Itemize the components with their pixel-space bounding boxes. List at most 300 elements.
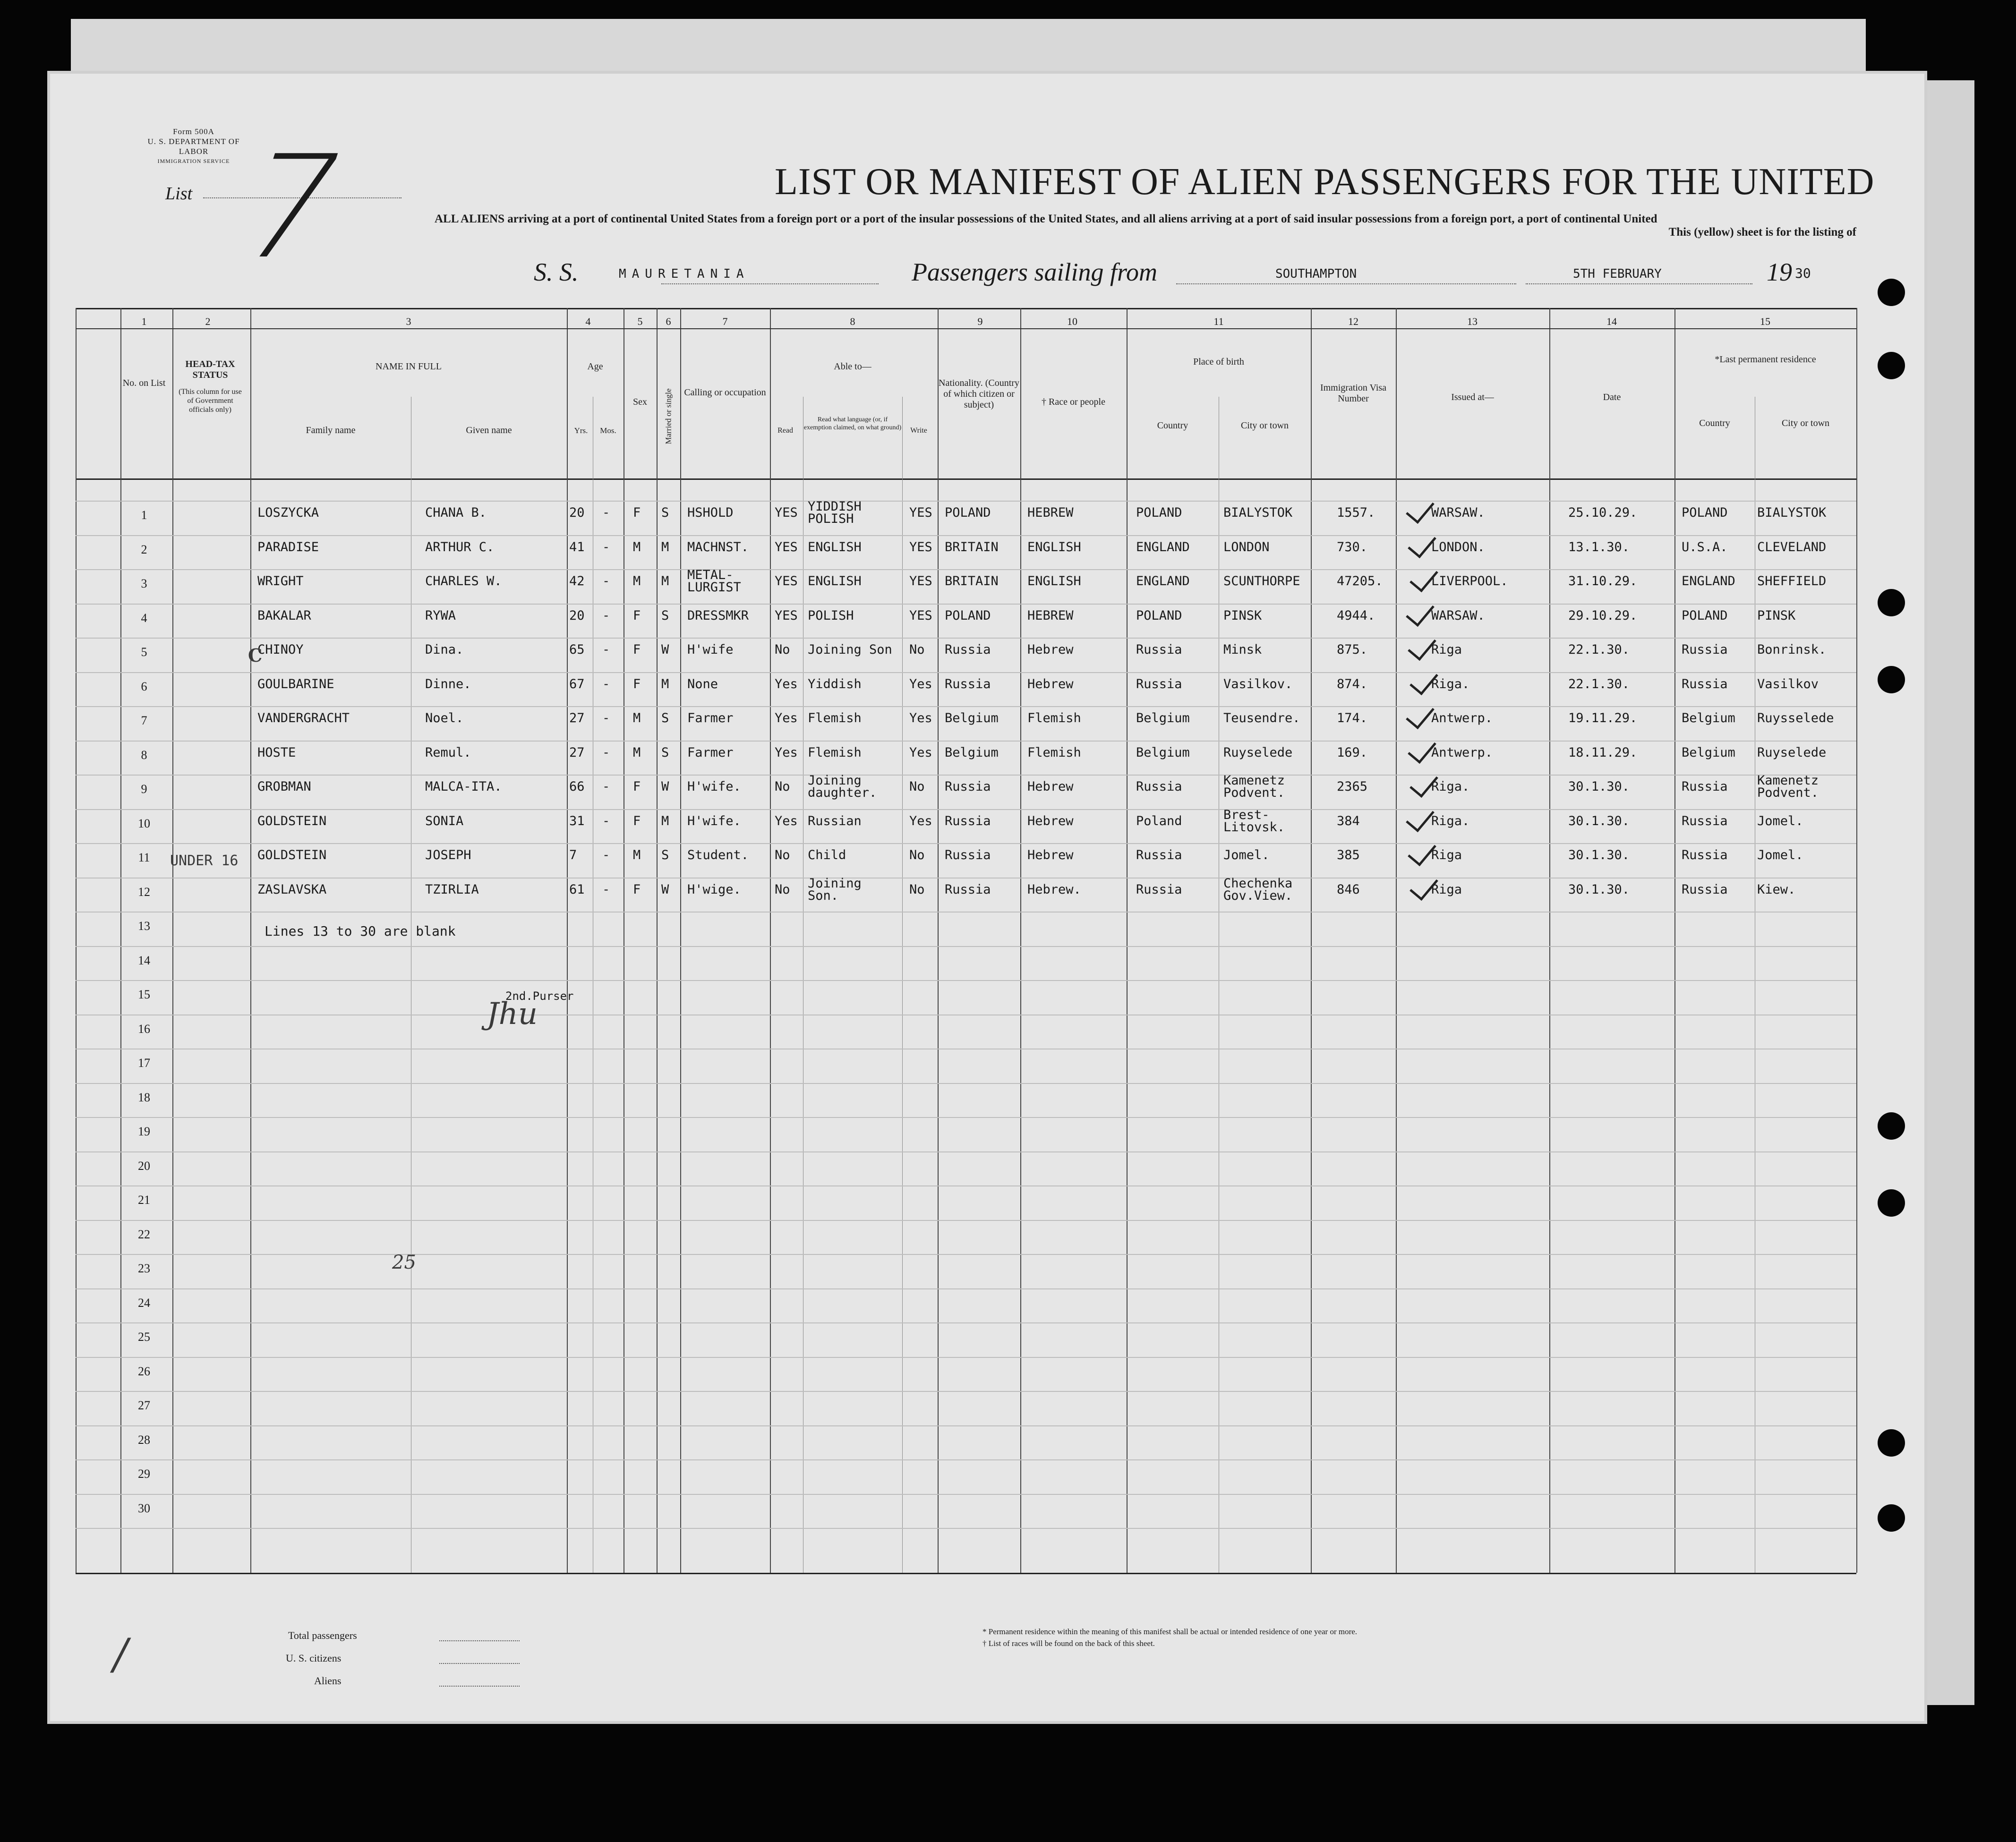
- birth-country: POLAND: [1136, 505, 1182, 520]
- given-name: Dinne.: [425, 676, 471, 691]
- marital-status: S: [661, 848, 669, 862]
- visa-number: 874.: [1337, 676, 1368, 691]
- marital-status: W: [661, 642, 669, 657]
- column-rule: [1311, 308, 1312, 1573]
- column-number: 2: [205, 316, 211, 327]
- age-years: 65: [569, 642, 585, 657]
- residence-country: Russia: [1682, 813, 1728, 828]
- occupation: HSHOLD: [687, 505, 734, 520]
- column-number: 3: [406, 316, 411, 327]
- row-rule: [76, 569, 1856, 570]
- residence-country: Belgium: [1682, 745, 1735, 760]
- birth-country: Belgium: [1136, 745, 1190, 760]
- sex: F: [633, 608, 641, 623]
- age-months: -: [602, 779, 610, 794]
- instruction-line-2: This (yellow) sheet is for the listing of: [1668, 226, 1856, 239]
- visa-number: 730.: [1337, 539, 1368, 554]
- given-name: TZIRLIA: [425, 882, 479, 897]
- column-number: 5: [637, 316, 643, 327]
- marital-status: W: [661, 882, 669, 897]
- column-rule: [567, 308, 568, 1573]
- column-rule: [120, 308, 121, 1573]
- issue-date: 30.1.30.: [1568, 779, 1630, 794]
- row-number: 24: [138, 1296, 150, 1310]
- issued-at: Riga: [1431, 848, 1462, 862]
- nationality: Russia: [945, 676, 991, 691]
- row-rule: [76, 775, 1856, 776]
- issued-at: WARSAW.: [1431, 505, 1485, 520]
- visa-number: 4944.: [1337, 608, 1375, 623]
- row-number: 6: [141, 679, 147, 693]
- column-rule: [657, 308, 658, 1573]
- us-citizens-label: U. S. citizens: [286, 1652, 342, 1664]
- residence-city: Bonrinsk.: [1757, 642, 1827, 657]
- occupation: None: [687, 676, 718, 691]
- visa-number: 846: [1337, 882, 1360, 897]
- residence-country: ENGLAND: [1682, 574, 1735, 588]
- hdr-calling: Calling or occupation: [684, 387, 766, 398]
- given-name: RYWA: [425, 608, 456, 623]
- row-number: 4: [141, 611, 147, 625]
- column-rule: [1856, 308, 1857, 1573]
- sex: F: [633, 676, 641, 691]
- residence-city: Ruysselede: [1757, 711, 1834, 725]
- hdr-age: Age: [587, 361, 603, 372]
- residence-country: U.S.A.: [1682, 539, 1728, 554]
- residence-city: Jomel.: [1757, 813, 1803, 828]
- row-rule: [76, 535, 1856, 536]
- purser-note: 2nd.Purser: [505, 989, 574, 1003]
- ship-line: [661, 283, 879, 284]
- issue-date: 18.11.29.: [1568, 745, 1638, 760]
- row-number: 12: [138, 885, 150, 899]
- hdr-issued-at: Issued at—: [1451, 392, 1494, 402]
- instruction-line-1: ALL ALIENS arriving at a port of continental United States from a foreign port or a port of the insular possessions of the United States, and all aliens arriving at a port of said insular possessions from a foreign port, a port of continental United: [435, 213, 1657, 225]
- able-to-write: Yes: [909, 745, 932, 760]
- age-years: 27: [569, 745, 585, 760]
- column-number: 7: [722, 316, 728, 327]
- marital-status: M: [661, 813, 669, 828]
- occupation: H'wige.: [687, 882, 741, 897]
- able-to-write: No: [909, 848, 925, 862]
- page-title: LIST OR MANIFEST OF ALIEN PASSENGERS FOR THE UNITED: [775, 161, 1875, 203]
- column-number: 11: [1213, 316, 1224, 327]
- margin-number: 25: [392, 1252, 416, 1273]
- age-months: -: [602, 574, 610, 588]
- hdr-name-in-full: NAME IN FULL: [376, 361, 442, 372]
- sex: M: [633, 745, 641, 760]
- issue-date: 31.10.29.: [1568, 574, 1638, 588]
- row-rule: [76, 843, 1856, 844]
- age-months: -: [602, 676, 610, 691]
- birth-country: ENGLAND: [1136, 574, 1190, 588]
- birth-country: Belgium: [1136, 711, 1190, 725]
- hdr-head-tax-note: (This column for use of Government officials only): [179, 388, 242, 414]
- given-name: Dina.: [425, 642, 464, 657]
- row-number: 21: [138, 1193, 150, 1207]
- hdr-read-language: Read what language (or, if exemption claimed, on what ground): [803, 416, 902, 431]
- issue-date: 30.1.30.: [1568, 848, 1630, 862]
- year-prefix: 19: [1767, 258, 1792, 286]
- nationality: Belgium: [945, 711, 999, 725]
- date-line: [1526, 283, 1752, 284]
- under-16-stamp: UNDER 16: [170, 853, 239, 869]
- given-name: Noel.: [425, 711, 464, 725]
- hdr-date: Date: [1603, 392, 1621, 402]
- read-language: Flemish: [808, 711, 862, 725]
- row-rule: [76, 1151, 1856, 1152]
- residence-city: PINSK: [1757, 608, 1796, 623]
- row-rule: [76, 1391, 1856, 1392]
- row-rule: [76, 1185, 1856, 1186]
- footnote-races: † List of races will be found on the back of this sheet.: [982, 1639, 1155, 1648]
- blank-lines-note: Lines 13 to 30 are blank: [265, 923, 456, 939]
- race: Hebrew: [1027, 813, 1074, 828]
- marital-status: M: [661, 539, 669, 554]
- marital-status: S: [661, 711, 669, 725]
- age-years: 27: [569, 711, 585, 725]
- row-rule: [76, 706, 1856, 707]
- column-rule: [938, 308, 939, 1573]
- hdr-family-name: Family name: [306, 425, 356, 435]
- birth-country: POLAND: [1136, 608, 1182, 623]
- nationality: BRITAIN: [945, 539, 999, 554]
- able-to-read: YES: [775, 505, 798, 520]
- row-number: 1: [141, 508, 147, 522]
- age-months: -: [602, 711, 610, 725]
- punch-hole: [1878, 1504, 1905, 1532]
- nationality: Russia: [945, 848, 991, 862]
- hdr-place-of-birth: Place of birth: [1193, 357, 1244, 367]
- row-rule: [76, 1357, 1856, 1358]
- visa-number: 2365: [1337, 779, 1368, 794]
- row-number: 22: [138, 1227, 150, 1241]
- hdr-birth-city: City or town: [1240, 420, 1289, 431]
- list-label: List: [165, 184, 193, 204]
- column-rule: [172, 308, 173, 1573]
- row-rule: [76, 741, 1856, 742]
- residence-country: Russia: [1682, 676, 1728, 691]
- family-name: CHINOY: [257, 642, 304, 657]
- given-name: CHANA B.: [425, 505, 487, 520]
- column-rule: [1396, 308, 1397, 1573]
- given-name: MALCA-ITA.: [425, 779, 502, 794]
- column-rule: [1674, 308, 1675, 1573]
- age-months: -: [602, 505, 610, 520]
- marital-status: S: [661, 745, 669, 760]
- row-number: 2: [141, 542, 147, 556]
- punch-hole: [1878, 1112, 1905, 1140]
- row-rule: [76, 604, 1856, 605]
- row-rule: [76, 1322, 1856, 1323]
- sex: F: [633, 882, 641, 897]
- able-to-read: Yes: [775, 676, 798, 691]
- purser-signature: Jhu: [487, 997, 538, 1032]
- hdr-head-tax: HEAD-TAX STATUS: [185, 359, 235, 380]
- occupation: Farmer: [687, 711, 734, 725]
- age-months: -: [602, 608, 610, 623]
- issued-at: Riga.: [1431, 779, 1470, 794]
- able-to-read: No: [775, 848, 790, 862]
- hdr-sex: Sex: [633, 397, 647, 407]
- residence-country: Russia: [1682, 642, 1728, 657]
- residence-city: Jomel.: [1757, 848, 1803, 862]
- issue-date: 22.1.30.: [1568, 642, 1630, 657]
- nationality: BRITAIN: [945, 574, 999, 588]
- birth-city: SCUNTHORPE: [1223, 574, 1300, 588]
- row-number: 23: [138, 1262, 150, 1275]
- birth-city: Chechenka Gov.View.: [1223, 876, 1293, 903]
- birth-country: Russia: [1136, 676, 1182, 691]
- punch-hole: [1878, 1189, 1905, 1217]
- column-rule: [1549, 308, 1550, 1573]
- row-number: 5: [141, 645, 147, 659]
- occupation: Farmer: [687, 745, 734, 760]
- birth-city: Teusendre.: [1223, 711, 1300, 725]
- column-rule: [680, 308, 681, 1573]
- visa-number: 385: [1337, 848, 1360, 862]
- able-to-read: No: [775, 642, 790, 657]
- column-rule: [902, 397, 903, 1573]
- read-language: Joining Son.: [808, 876, 862, 903]
- race: Flemish: [1027, 745, 1081, 760]
- row-rule: [76, 1117, 1856, 1118]
- able-to-write: Yes: [909, 813, 932, 828]
- hdr-no-on-list: No. on List: [122, 378, 166, 388]
- row-rule: [76, 1083, 1856, 1084]
- birth-city: LONDON: [1223, 539, 1270, 554]
- occupation: DRESSMKR: [687, 608, 749, 623]
- issued-at: Riga: [1431, 642, 1462, 657]
- issued-at: Antwerp.: [1431, 711, 1493, 725]
- column-rule: [250, 308, 251, 1573]
- issued-at: LIVERPOOL.: [1431, 574, 1508, 588]
- occupation: H'wife.: [687, 813, 741, 828]
- nationality: POLAND: [945, 505, 991, 520]
- given-name: Remul.: [425, 745, 471, 760]
- able-to-read: YES: [775, 608, 798, 623]
- age-months: -: [602, 882, 610, 897]
- issued-at: Riga.: [1431, 676, 1470, 691]
- sex: F: [633, 505, 641, 520]
- residence-country: Belgium: [1682, 711, 1735, 725]
- row-number: 19: [138, 1125, 150, 1138]
- age-months: -: [602, 813, 610, 828]
- visa-number: 384: [1337, 813, 1360, 828]
- read-language: POLISH: [808, 608, 854, 623]
- age-months: -: [602, 539, 610, 554]
- row-rule: [76, 501, 1856, 502]
- occupation: MACHNST.: [687, 539, 749, 554]
- occupation: H'wife.: [687, 779, 741, 794]
- column-rule: [76, 308, 77, 1573]
- family-name: BAKALAR: [257, 608, 311, 623]
- read-language: YIDDISH POLISH: [808, 499, 862, 526]
- service: IMMIGRATION SERVICE: [157, 158, 230, 164]
- race: Flemish: [1027, 711, 1081, 725]
- race: HEBREW: [1027, 505, 1074, 520]
- row-number: 13: [138, 919, 150, 933]
- family-name: PARADISE: [257, 539, 319, 554]
- sex: M: [633, 574, 641, 588]
- able-to-write: No: [909, 882, 925, 897]
- row-number: 9: [141, 782, 147, 796]
- column-number: 4: [585, 316, 591, 327]
- able-to-read: No: [775, 779, 790, 794]
- row-number: 20: [138, 1159, 150, 1173]
- issued-at: Riga.: [1431, 813, 1470, 828]
- occupation: METAL- LURGIST: [687, 568, 741, 595]
- marital-status: M: [661, 574, 669, 588]
- able-to-read: YES: [775, 574, 798, 588]
- occupation: H'wife: [687, 642, 734, 657]
- birth-country: Poland: [1136, 813, 1182, 828]
- race: Hebrew: [1027, 779, 1074, 794]
- punch-hole: [1878, 1429, 1905, 1457]
- margin-tick: /: [113, 1629, 128, 1679]
- able-to-write: YES: [909, 539, 932, 554]
- table-bottom-rule: [76, 1573, 1856, 1574]
- hdr-last-residence: *Last permanent residence: [1715, 354, 1816, 365]
- row-number: 30: [138, 1501, 150, 1515]
- race: ENGLISH: [1027, 539, 1081, 554]
- read-language: ENGLISH: [808, 574, 862, 588]
- age-years: 20: [569, 505, 585, 520]
- marital-status: S: [661, 608, 669, 623]
- occupation: Student.: [687, 848, 749, 862]
- able-to-write: Yes: [909, 676, 932, 691]
- row-number: 25: [138, 1330, 150, 1344]
- residence-city: Kamenetz Podvent.: [1757, 773, 1819, 800]
- nationality: POLAND: [945, 608, 991, 623]
- row-rule: [76, 1220, 1856, 1221]
- row-rule: [76, 1494, 1856, 1495]
- family-name: WRIGHT: [257, 574, 304, 588]
- hdr-write: Write: [910, 426, 927, 435]
- row-number: 18: [138, 1090, 150, 1104]
- visa-number: 169.: [1337, 745, 1368, 760]
- age-years: 41: [569, 539, 585, 554]
- read-language: Russian: [808, 813, 862, 828]
- row-number: 8: [141, 748, 147, 762]
- row-number: 27: [138, 1399, 150, 1412]
- aliens-line: [439, 1686, 520, 1687]
- row-rule: [76, 946, 1856, 947]
- nationality: Russia: [945, 882, 991, 897]
- issue-date: 13.1.30.: [1568, 539, 1630, 554]
- birth-city: Minsk: [1223, 642, 1262, 657]
- column-number: 6: [666, 316, 671, 327]
- given-name: SONIA: [425, 813, 464, 828]
- family-name: GOLDSTEIN: [257, 813, 327, 828]
- race: Hebrew: [1027, 676, 1074, 691]
- row-number: 15: [138, 988, 150, 1001]
- hdr-married: Married or single: [664, 388, 673, 444]
- age-months: -: [602, 745, 610, 760]
- residence-country: Russia: [1682, 779, 1728, 794]
- sex: F: [633, 642, 641, 657]
- hdr-yrs: Yrs.: [574, 426, 588, 435]
- birth-city: Brest- Litovsk.: [1223, 807, 1285, 835]
- given-name: JOSEPH: [425, 848, 471, 862]
- residence-city: Kiew.: [1757, 882, 1796, 897]
- row-rule: [76, 1459, 1856, 1460]
- instructions: [435, 213, 1856, 239]
- family-name: VANDERGRACHT: [257, 711, 350, 725]
- year-suffix: 30: [1795, 265, 1811, 281]
- punch-hole: [1878, 279, 1905, 306]
- family-name: GROBMAN: [257, 779, 311, 794]
- row-number: 28: [138, 1433, 150, 1447]
- residence-city: BIALYSTOK: [1757, 505, 1827, 520]
- given-name: ARTHUR C.: [425, 539, 495, 554]
- family-name: LOSZYCKA: [257, 505, 319, 520]
- issued-at: WARSAW.: [1431, 608, 1485, 623]
- sex: F: [633, 779, 641, 794]
- row-number: 7: [141, 714, 147, 727]
- birth-city: Vasilkov.: [1223, 676, 1293, 691]
- hdr-res-city: City or town: [1781, 418, 1830, 428]
- column-number: 9: [977, 316, 983, 327]
- read-language: ENGLISH: [808, 539, 862, 554]
- birth-country: Russia: [1136, 779, 1182, 794]
- age-years: 66: [569, 779, 585, 794]
- column-rule: [1020, 308, 1021, 1573]
- family-name: GOULBARINE: [257, 676, 334, 691]
- column-number: 14: [1606, 316, 1617, 327]
- birth-country: Russia: [1136, 642, 1182, 657]
- column-number: 1: [141, 316, 147, 327]
- row-rule: [76, 980, 1856, 981]
- nationality: Russia: [945, 813, 991, 828]
- visa-number: 875.: [1337, 642, 1368, 657]
- colnum-rule: [76, 328, 1856, 329]
- age-months: -: [602, 642, 610, 657]
- sex: F: [633, 813, 641, 828]
- able-to-write: No: [909, 779, 925, 794]
- read-language: Yiddish: [808, 676, 862, 691]
- birth-city: Ruyselede: [1223, 745, 1293, 760]
- footnote-residence: * Permanent residence within the meaning of this manifest shall be actual or intended residence of one year or more.: [982, 1627, 1358, 1636]
- row-rule: [76, 1528, 1856, 1529]
- able-to-read: YES: [775, 539, 798, 554]
- total-passengers-label: Total passengers: [288, 1629, 357, 1641]
- port-line: [1176, 283, 1516, 284]
- birth-city: Kamenetz Podvent.: [1223, 773, 1285, 800]
- birth-city: PINSK: [1223, 608, 1262, 623]
- nationality: Russia: [945, 779, 991, 794]
- able-to-write: YES: [909, 505, 932, 520]
- sailing-label: Passengers sailing from: [912, 258, 1158, 286]
- row-number: 26: [138, 1364, 150, 1378]
- row-rule: [76, 809, 1856, 810]
- residence-country: POLAND: [1682, 608, 1728, 623]
- hdr-read: Read: [777, 426, 793, 435]
- column-number: 12: [1348, 316, 1358, 327]
- read-language: Flemish: [808, 745, 862, 760]
- visa-number: 1557.: [1337, 505, 1375, 520]
- race: HEBREW: [1027, 608, 1074, 623]
- column-rule: [770, 308, 771, 1573]
- issued-at: Riga: [1431, 882, 1462, 897]
- row-number: 17: [138, 1056, 150, 1070]
- nationality: Russia: [945, 642, 991, 657]
- row-rule: [76, 672, 1856, 673]
- age-years: 67: [569, 676, 585, 691]
- column-number: 10: [1067, 316, 1077, 327]
- correction-mark: C: [248, 645, 263, 666]
- issue-date: 19.11.29.: [1568, 711, 1638, 725]
